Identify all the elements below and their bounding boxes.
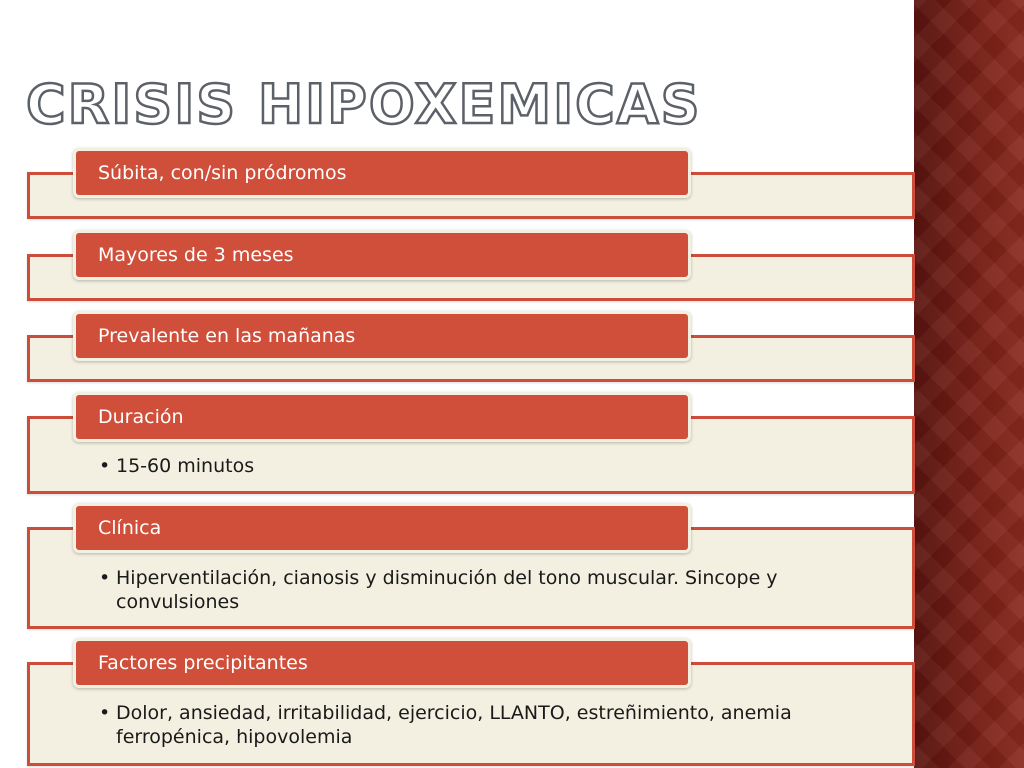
bullet-list <box>99 454 835 478</box>
list-item-prevalence <box>27 311 915 383</box>
list-item-precipitating-factors <box>27 638 915 766</box>
bullet-list <box>99 701 835 749</box>
list-item-label: Duración <box>73 392 691 442</box>
list-item-label: Factores precipitantes <box>73 638 691 688</box>
bullet-item: • Hiperventilación, cianosis y disminución del tono muscular. Sincope y convulsiones <box>99 566 835 614</box>
list-item-clinical <box>27 503 915 630</box>
list-item-age <box>27 230 915 302</box>
bullet-item: • 15-60 minutos <box>99 454 835 478</box>
bullet-list <box>99 566 835 614</box>
list-item-label: Clínica <box>73 503 691 553</box>
list-item-duration <box>27 392 915 495</box>
slide-title: CRISIS HIPOXEMICAS <box>26 73 702 136</box>
list-item-label: Súbita, con/sin pródromos <box>73 148 691 198</box>
list-item-sudden-onset <box>27 148 915 220</box>
list-item-label: Prevalente en las mañanas <box>73 311 691 361</box>
bullet-item: • Dolor, ansiedad, irritabilidad, ejercicio, LLANTO, estreñimiento, anemia ferropénica, hipovolemia <box>99 701 835 749</box>
list-item-label: Mayores de 3 meses <box>73 230 691 280</box>
